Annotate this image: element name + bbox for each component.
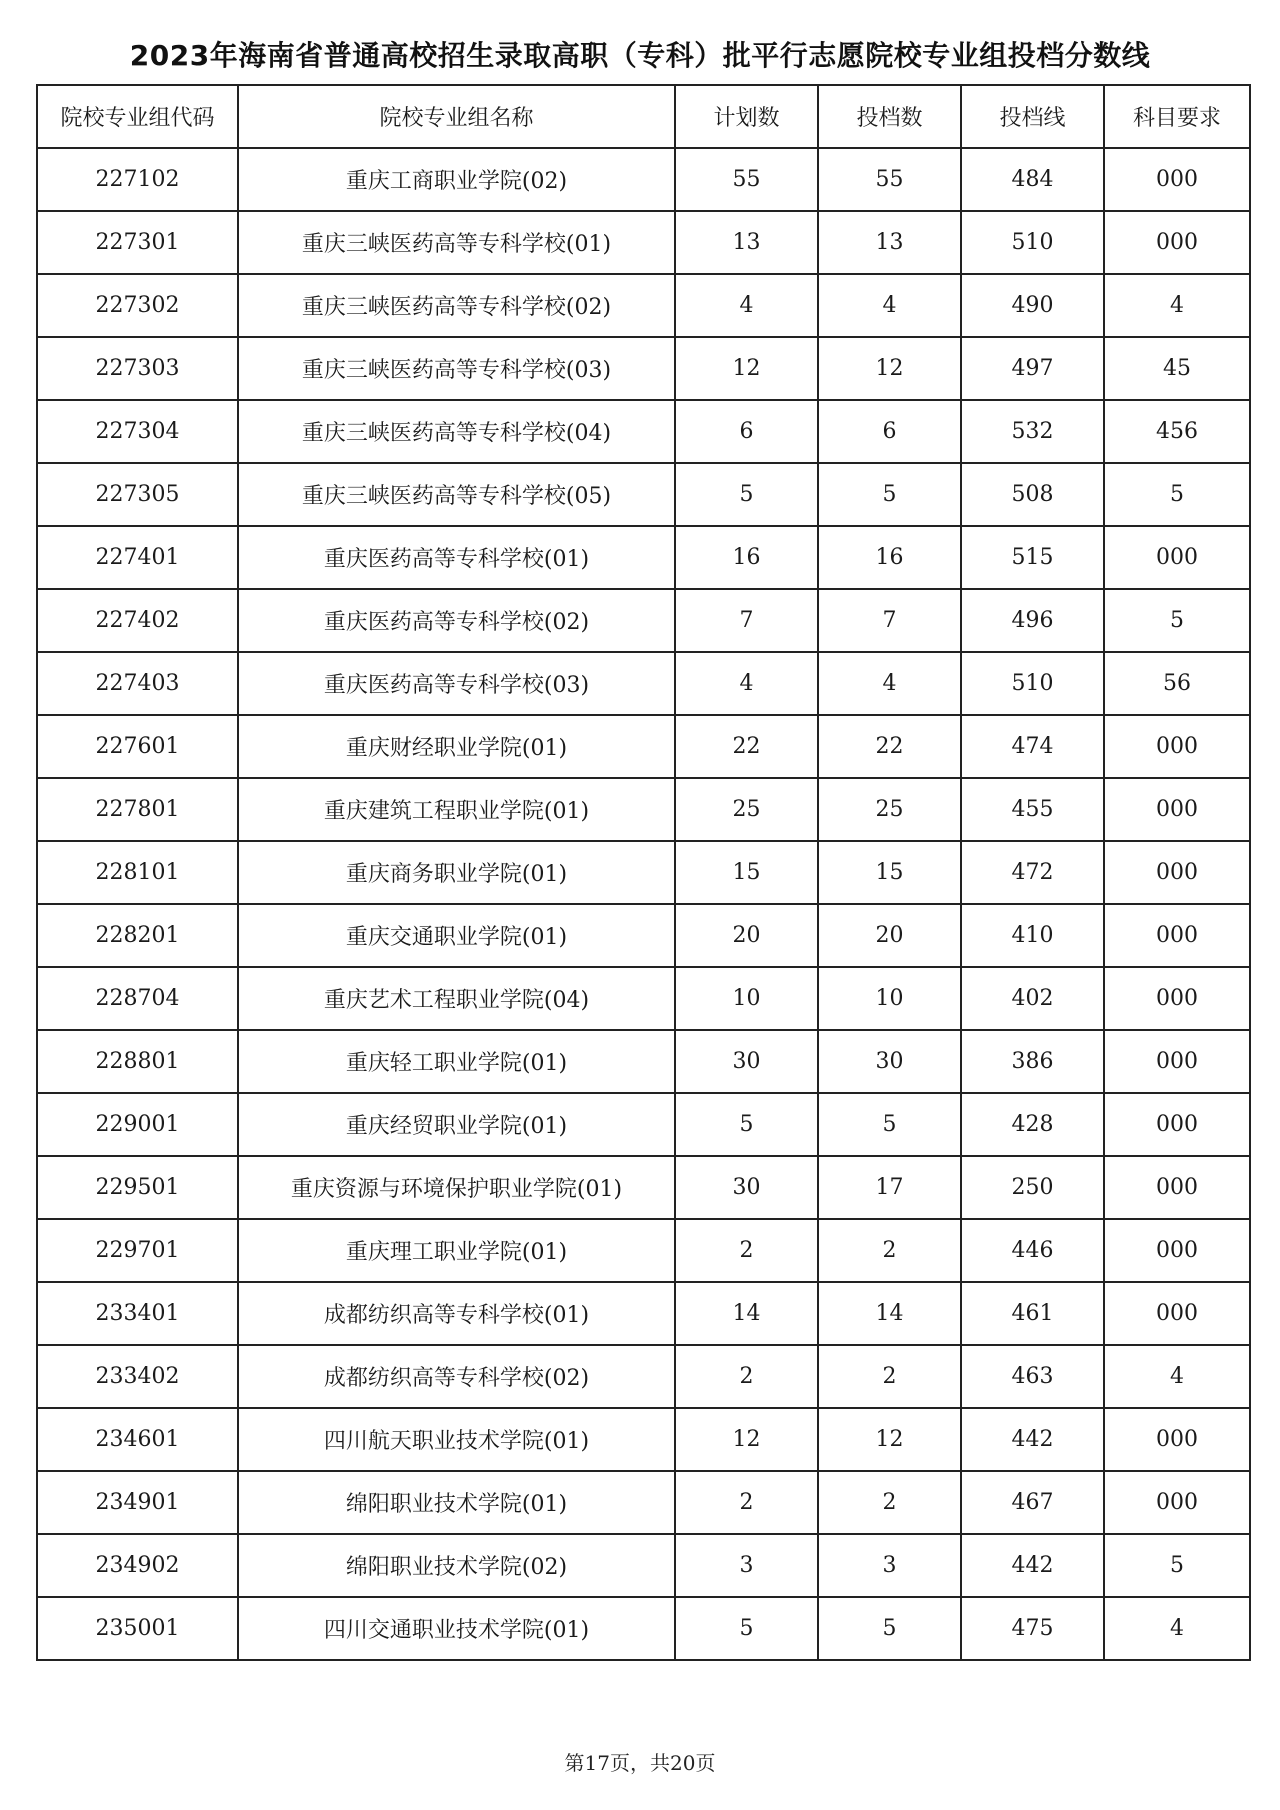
header-group-code: 院校专业组代码 <box>37 85 238 148</box>
header-row <box>37 85 1250 148</box>
plan-count-cell: 22 <box>675 715 818 778</box>
group-code-cell: 227301 <box>37 211 238 274</box>
subject-requirement-cell: 000 <box>1104 148 1250 211</box>
subject-requirement-cell: 456 <box>1104 400 1250 463</box>
group-name-cell: 重庆经贸职业学院(01) <box>238 1093 675 1156</box>
filed-count-cell: 12 <box>818 1408 961 1471</box>
filed-count-cell: 5 <box>818 1597 961 1660</box>
subject-requirement-cell: 000 <box>1104 1408 1250 1471</box>
group-code-cell: 227303 <box>37 337 238 400</box>
group-code-cell: 234902 <box>37 1534 238 1597</box>
filed-count-cell: 30 <box>818 1030 961 1093</box>
cutoff-score-cell: 410 <box>961 904 1104 967</box>
page-footer: 第17页，共20页 <box>564 1751 716 1775</box>
plan-count-cell: 25 <box>675 778 818 841</box>
subject-requirement-cell: 000 <box>1104 1030 1250 1093</box>
score-table <box>36 84 1251 1661</box>
group-name-cell: 重庆财经职业学院(01) <box>238 715 675 778</box>
subject-requirement-cell: 000 <box>1104 1282 1250 1345</box>
cutoff-score-cell: 472 <box>961 841 1104 904</box>
subject-requirement-cell: 000 <box>1104 1093 1250 1156</box>
subject-requirement-cell: 4 <box>1104 1597 1250 1660</box>
group-name-cell: 绵阳职业技术学院(02) <box>238 1534 675 1597</box>
group-name-cell: 重庆理工职业学院(01) <box>238 1219 675 1282</box>
table-row <box>37 337 1250 400</box>
plan-count-cell: 5 <box>675 1093 818 1156</box>
group-name-cell: 四川交通职业技术学院(01) <box>238 1597 675 1660</box>
group-code-cell: 229001 <box>37 1093 238 1156</box>
plan-count-cell: 12 <box>675 337 818 400</box>
subject-requirement-cell: 000 <box>1104 1471 1250 1534</box>
table-row <box>37 1219 1250 1282</box>
subject-requirement-cell: 5 <box>1104 589 1250 652</box>
table-row <box>37 1345 1250 1408</box>
cutoff-score-cell: 250 <box>961 1156 1104 1219</box>
cutoff-score-cell: 442 <box>961 1534 1104 1597</box>
subject-requirement-cell: 000 <box>1104 211 1250 274</box>
filed-count-cell: 13 <box>818 211 961 274</box>
subject-requirement-cell: 000 <box>1104 904 1250 967</box>
table-row <box>37 1408 1250 1471</box>
plan-count-cell: 7 <box>675 589 818 652</box>
subject-requirement-cell: 5 <box>1104 1534 1250 1597</box>
table-row <box>37 1030 1250 1093</box>
group-code-cell: 227305 <box>37 463 238 526</box>
plan-count-cell: 30 <box>675 1156 818 1219</box>
group-code-cell: 227304 <box>37 400 238 463</box>
table-body <box>37 148 1250 1660</box>
filed-count-cell: 16 <box>818 526 961 589</box>
cutoff-score-cell: 490 <box>961 274 1104 337</box>
cutoff-score-cell: 532 <box>961 400 1104 463</box>
subject-requirement-cell: 56 <box>1104 652 1250 715</box>
group-name-cell: 重庆交通职业学院(01) <box>238 904 675 967</box>
plan-count-cell: 12 <box>675 1408 818 1471</box>
page-title: 2023年海南省普通高校招生录取高职（专科）批平行志愿院校专业组投档分数线 <box>129 39 1151 72</box>
group-name-cell: 重庆医药高等专科学校(03) <box>238 652 675 715</box>
table-row <box>37 211 1250 274</box>
cutoff-score-cell: 515 <box>961 526 1104 589</box>
cutoff-score-cell: 402 <box>961 967 1104 1030</box>
plan-count-cell: 2 <box>675 1471 818 1534</box>
group-name-cell: 重庆三峡医药高等专科学校(01) <box>238 211 675 274</box>
subject-requirement-cell: 5 <box>1104 463 1250 526</box>
cutoff-score-cell: 386 <box>961 1030 1104 1093</box>
group-code-cell: 233402 <box>37 1345 238 1408</box>
table-row <box>37 1093 1250 1156</box>
group-code-cell: 234601 <box>37 1408 238 1471</box>
plan-count-cell: 5 <box>675 463 818 526</box>
group-name-cell: 重庆艺术工程职业学院(04) <box>238 967 675 1030</box>
group-code-cell: 227403 <box>37 652 238 715</box>
cutoff-score-cell: 474 <box>961 715 1104 778</box>
subject-requirement-cell: 4 <box>1104 1345 1250 1408</box>
header-filed-count: 投档数 <box>818 85 961 148</box>
table-row <box>37 1156 1250 1219</box>
subject-requirement-cell: 000 <box>1104 715 1250 778</box>
table-row <box>37 1282 1250 1345</box>
table-row <box>37 967 1250 1030</box>
table-row <box>37 1471 1250 1534</box>
group-code-cell: 228801 <box>37 1030 238 1093</box>
group-name-cell: 重庆轻工职业学院(01) <box>238 1030 675 1093</box>
filed-count-cell: 20 <box>818 904 961 967</box>
group-name-cell: 成都纺织高等专科学校(02) <box>238 1345 675 1408</box>
group-code-cell: 228101 <box>37 841 238 904</box>
subject-requirement-cell: 000 <box>1104 526 1250 589</box>
plan-count-cell: 30 <box>675 1030 818 1093</box>
plan-count-cell: 6 <box>675 400 818 463</box>
group-name-cell: 重庆建筑工程职业学院(01) <box>238 778 675 841</box>
filed-count-cell: 25 <box>818 778 961 841</box>
subject-requirement-cell: 000 <box>1104 841 1250 904</box>
subject-requirement-cell: 000 <box>1104 967 1250 1030</box>
subject-requirement-cell: 000 <box>1104 1156 1250 1219</box>
group-code-cell: 229701 <box>37 1219 238 1282</box>
group-name-cell: 绵阳职业技术学院(01) <box>238 1471 675 1534</box>
cutoff-score-cell: 475 <box>961 1597 1104 1660</box>
table-row <box>37 148 1250 211</box>
filed-count-cell: 12 <box>818 337 961 400</box>
filed-count-cell: 2 <box>818 1345 961 1408</box>
subject-requirement-cell: 000 <box>1104 1219 1250 1282</box>
table-row <box>37 715 1250 778</box>
group-code-cell: 228704 <box>37 967 238 1030</box>
filed-count-cell: 2 <box>818 1219 961 1282</box>
cutoff-score-cell: 455 <box>961 778 1104 841</box>
cutoff-score-cell: 484 <box>961 148 1104 211</box>
group-code-cell: 227801 <box>37 778 238 841</box>
cutoff-score-cell: 497 <box>961 337 1104 400</box>
filed-count-cell: 4 <box>818 652 961 715</box>
plan-count-cell: 20 <box>675 904 818 967</box>
cutoff-score-cell: 463 <box>961 1345 1104 1408</box>
group-name-cell: 重庆三峡医药高等专科学校(04) <box>238 400 675 463</box>
group-code-cell: 227401 <box>37 526 238 589</box>
group-code-cell: 228201 <box>37 904 238 967</box>
plan-count-cell: 10 <box>675 967 818 1030</box>
subject-requirement-cell: 4 <box>1104 274 1250 337</box>
group-code-cell: 227402 <box>37 589 238 652</box>
subject-requirement-cell: 000 <box>1104 778 1250 841</box>
group-name-cell: 重庆三峡医药高等专科学校(05) <box>238 463 675 526</box>
table-row <box>37 400 1250 463</box>
plan-count-cell: 15 <box>675 841 818 904</box>
table-row <box>37 274 1250 337</box>
header-subject-requirement: 科目要求 <box>1104 85 1250 148</box>
header-plan-count: 计划数 <box>675 85 818 148</box>
group-code-cell: 227302 <box>37 274 238 337</box>
filed-count-cell: 10 <box>818 967 961 1030</box>
cutoff-score-cell: 446 <box>961 1219 1104 1282</box>
group-code-cell: 233401 <box>37 1282 238 1345</box>
group-code-cell: 234901 <box>37 1471 238 1534</box>
filed-count-cell: 22 <box>818 715 961 778</box>
group-name-cell: 重庆三峡医药高等专科学校(02) <box>238 274 675 337</box>
cutoff-score-cell: 510 <box>961 652 1104 715</box>
table-row <box>37 589 1250 652</box>
filed-count-cell: 4 <box>818 274 961 337</box>
cutoff-score-cell: 461 <box>961 1282 1104 1345</box>
header-cutoff-score: 投档线 <box>961 85 1104 148</box>
table-row <box>37 1597 1250 1660</box>
cutoff-score-cell: 428 <box>961 1093 1104 1156</box>
filed-count-cell: 2 <box>818 1471 961 1534</box>
plan-count-cell: 2 <box>675 1345 818 1408</box>
filed-count-cell: 17 <box>818 1156 961 1219</box>
plan-count-cell: 14 <box>675 1282 818 1345</box>
group-code-cell: 229501 <box>37 1156 238 1219</box>
group-name-cell: 四川航天职业技术学院(01) <box>238 1408 675 1471</box>
group-name-cell: 重庆三峡医药高等专科学校(03) <box>238 337 675 400</box>
group-code-cell: 227102 <box>37 148 238 211</box>
filed-count-cell: 5 <box>818 1093 961 1156</box>
cutoff-score-cell: 508 <box>961 463 1104 526</box>
table-row <box>37 841 1250 904</box>
table-row <box>37 463 1250 526</box>
filed-count-cell: 14 <box>818 1282 961 1345</box>
table-row <box>37 1534 1250 1597</box>
table-row <box>37 652 1250 715</box>
group-code-cell: 227601 <box>37 715 238 778</box>
subject-requirement-cell: 45 <box>1104 337 1250 400</box>
table-row <box>37 904 1250 967</box>
table-row <box>37 526 1250 589</box>
group-code-cell: 235001 <box>37 1597 238 1660</box>
header-group-name: 院校专业组名称 <box>238 85 675 148</box>
filed-count-cell: 3 <box>818 1534 961 1597</box>
plan-count-cell: 4 <box>675 652 818 715</box>
plan-count-cell: 55 <box>675 148 818 211</box>
plan-count-cell: 3 <box>675 1534 818 1597</box>
cutoff-score-cell: 467 <box>961 1471 1104 1534</box>
filed-count-cell: 7 <box>818 589 961 652</box>
filed-count-cell: 6 <box>818 400 961 463</box>
table-row <box>37 778 1250 841</box>
cutoff-score-cell: 496 <box>961 589 1104 652</box>
group-name-cell: 重庆医药高等专科学校(02) <box>238 589 675 652</box>
plan-count-cell: 13 <box>675 211 818 274</box>
group-name-cell: 重庆医药高等专科学校(01) <box>238 526 675 589</box>
plan-count-cell: 16 <box>675 526 818 589</box>
plan-count-cell: 4 <box>675 274 818 337</box>
filed-count-cell: 15 <box>818 841 961 904</box>
plan-count-cell: 2 <box>675 1219 818 1282</box>
group-name-cell: 成都纺织高等专科学校(01) <box>238 1282 675 1345</box>
group-name-cell: 重庆资源与环境保护职业学院(01) <box>238 1156 675 1219</box>
plan-count-cell: 5 <box>675 1597 818 1660</box>
group-name-cell: 重庆工商职业学院(02) <box>238 148 675 211</box>
group-name-cell: 重庆商务职业学院(01) <box>238 841 675 904</box>
cutoff-score-cell: 442 <box>961 1408 1104 1471</box>
cutoff-score-cell: 510 <box>961 211 1104 274</box>
filed-count-cell: 55 <box>818 148 961 211</box>
filed-count-cell: 5 <box>818 463 961 526</box>
